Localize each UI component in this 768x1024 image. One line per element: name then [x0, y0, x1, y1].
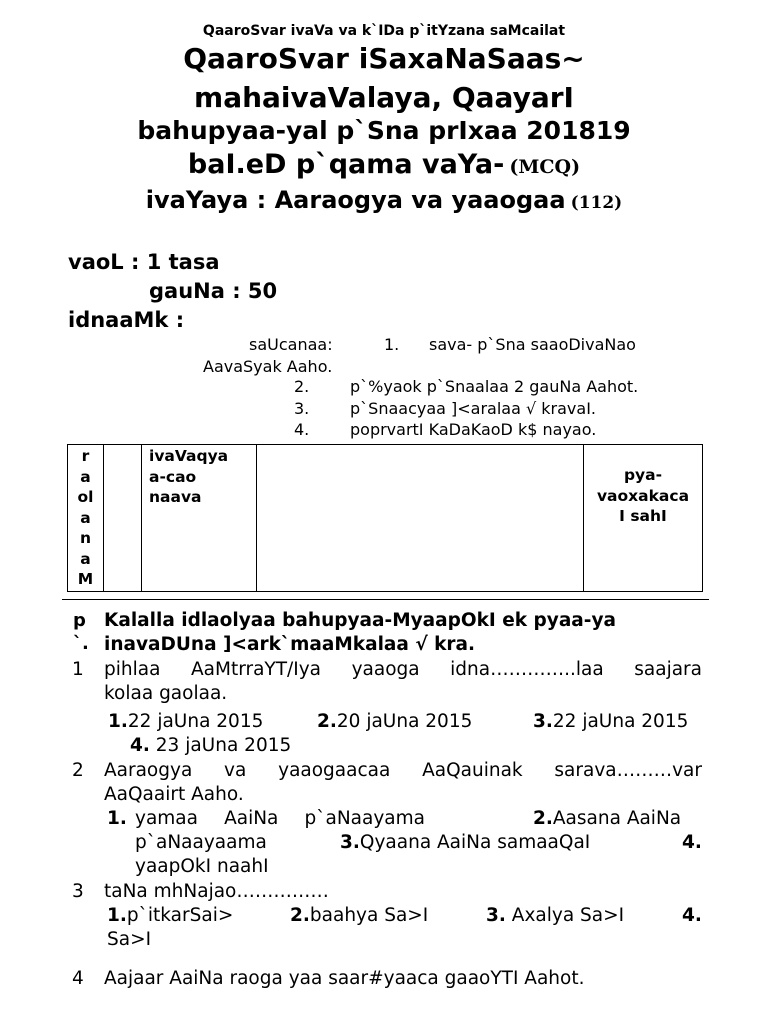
mcq-tag: (MCQ) [509, 156, 581, 178]
option-2[interactable] [290, 904, 428, 927]
option-number: 1. [107, 808, 127, 829]
college-name-line2: mahaivaValaya, QaayarI [194, 81, 574, 114]
option-number: 2. [533, 808, 553, 829]
question-number: 3 [72, 881, 84, 902]
header-line: pya- [623, 466, 663, 484]
college-name-line1: QaaroSvar iSaxaNaSaas~ [183, 42, 585, 75]
class-title [0, 149, 768, 184]
header-line: vaoxakaca [596, 486, 690, 505]
roll-char: ol [77, 488, 94, 506]
header-line: I sahI [619, 507, 667, 525]
roll-number-cell[interactable] [104, 445, 142, 592]
instruction-num: 3. [294, 399, 310, 418]
student-name-header [142, 445, 257, 592]
instruction-text: p`%yaok p`Snaalaa 2 gauNa Aahot. [350, 377, 639, 396]
option-number: 3. [533, 711, 553, 732]
instruction-text: p`Snaacyaa ]<aralaa √ kravaI. [350, 399, 597, 418]
institution-subtitle: QaaroSvar ivaVa va k`IDa p`itYzana saMcailat [202, 23, 566, 39]
option-text: baahya Sa>I [309, 905, 429, 926]
header-line: ivaVaqya [149, 447, 229, 465]
option-1[interactable] [108, 710, 263, 733]
option-2[interactable] [317, 710, 472, 733]
exam-date-label: idnaaMk : [68, 308, 185, 332]
question-text-cont: kolaa gaolaa. [104, 683, 228, 704]
option-text-part1: Aasana AaiNa [552, 808, 682, 829]
header-line: naava [149, 488, 202, 506]
question-number: 4 [72, 968, 84, 989]
question-number: 2 [72, 760, 84, 781]
header-line: a-cao [149, 467, 197, 486]
question-text: Aajaar AaiNa raoga yaa saar#yaaca gaaoYTI Aahot. [104, 968, 585, 989]
subject-code: (112) [570, 193, 623, 213]
option-text: Qyaana AaiNa samaaQaI [359, 832, 591, 853]
option-number: 3. [340, 832, 360, 853]
roll-char: a [80, 467, 91, 486]
questions-instruction-line1: Kalalla idlaolyaa bahupyaa-MyaapOkI ek pyaa-ya [104, 610, 617, 631]
option-number: 2. [317, 711, 337, 732]
instruction-text-cont: AavaSyak Aaho. [203, 357, 333, 376]
option-number: 4. [682, 832, 702, 853]
instruction-num: 2. [294, 377, 310, 396]
option-number: 4. [130, 735, 150, 756]
subject-title [0, 184, 768, 219]
option-number: 1. [108, 711, 128, 732]
question-text: taNa mhNajao…………… [104, 881, 329, 902]
option-1[interactable]: yamaa AaiNa p`aNaayama [135, 808, 425, 829]
instruction-num: 4. [294, 420, 310, 439]
option-4[interactable]: yaapOkI naahI [135, 856, 269, 877]
class-name: baI.eD p`qama vaYa- [187, 149, 505, 180]
option-text: 22 jaUna 2015 [552, 711, 689, 732]
option-1[interactable] [107, 904, 233, 927]
option-text: 20 jaUna 2015 [336, 711, 473, 732]
instructions-title: saUcanaa: [249, 335, 333, 354]
option-text: 22 jaUna 2015 [127, 711, 264, 732]
roll-char: n [79, 529, 92, 547]
option-text: 23 jaUna 2015 [149, 735, 292, 756]
option-4[interactable] [130, 734, 291, 757]
exam-time: vaoL : 1 tasa [68, 250, 220, 274]
option-number: 1. [107, 905, 127, 926]
question-text: Aaraogya va yaaogaacaa AaQauinak sarava………var [104, 760, 702, 781]
roll-char: r [81, 447, 90, 465]
subject-name: ivaYaya : Aaraogya va yaaogaa [145, 186, 566, 214]
question-text: pihlaa AaMtrraYT/Iya yaaoga idna…………..laa saajara [104, 659, 702, 680]
instruction-text: sava- p`Sna saaoDivaNao [429, 335, 636, 354]
student-name-cell[interactable] [257, 445, 584, 592]
instruction-text: poprvartI KaDaKaoD k$ nayao. [350, 420, 597, 439]
option-2-cont: p`aNaayaama [135, 832, 267, 853]
option-3[interactable] [533, 710, 688, 733]
option-text: p`itkarSai> [126, 905, 234, 926]
instruction-num: 1. [384, 335, 400, 354]
section-divider [62, 599, 709, 600]
roll-char: M [77, 570, 94, 588]
roll-char: a [80, 508, 91, 527]
question-number: 1 [72, 659, 84, 680]
roll-number-header [68, 445, 104, 592]
option-number: 3. [486, 905, 506, 926]
student-info-table [67, 444, 703, 592]
option-text: Axalya Sa>I [505, 905, 625, 926]
question-text-cont: AaQaairt Aaho. [104, 784, 244, 805]
option-2[interactable] [533, 807, 703, 830]
supervisor-signature-header [584, 445, 703, 592]
roll-char: a [80, 549, 91, 568]
option-number: 2. [290, 905, 310, 926]
option-3[interactable] [340, 831, 590, 854]
option-number: 4. [682, 905, 702, 926]
questions-instruction-line2: inavaDUna ]<ark`maaMkalaa √ kra. [104, 634, 476, 655]
exam-title: bahupyaa-yal p`Sna prIxaa 201819 [137, 116, 631, 145]
option-3[interactable] [486, 904, 624, 927]
option-4[interactable]: Sa>I [107, 929, 152, 950]
question-number-header: p`. [73, 610, 89, 654]
exam-marks: gauNa : 50 [149, 279, 278, 303]
